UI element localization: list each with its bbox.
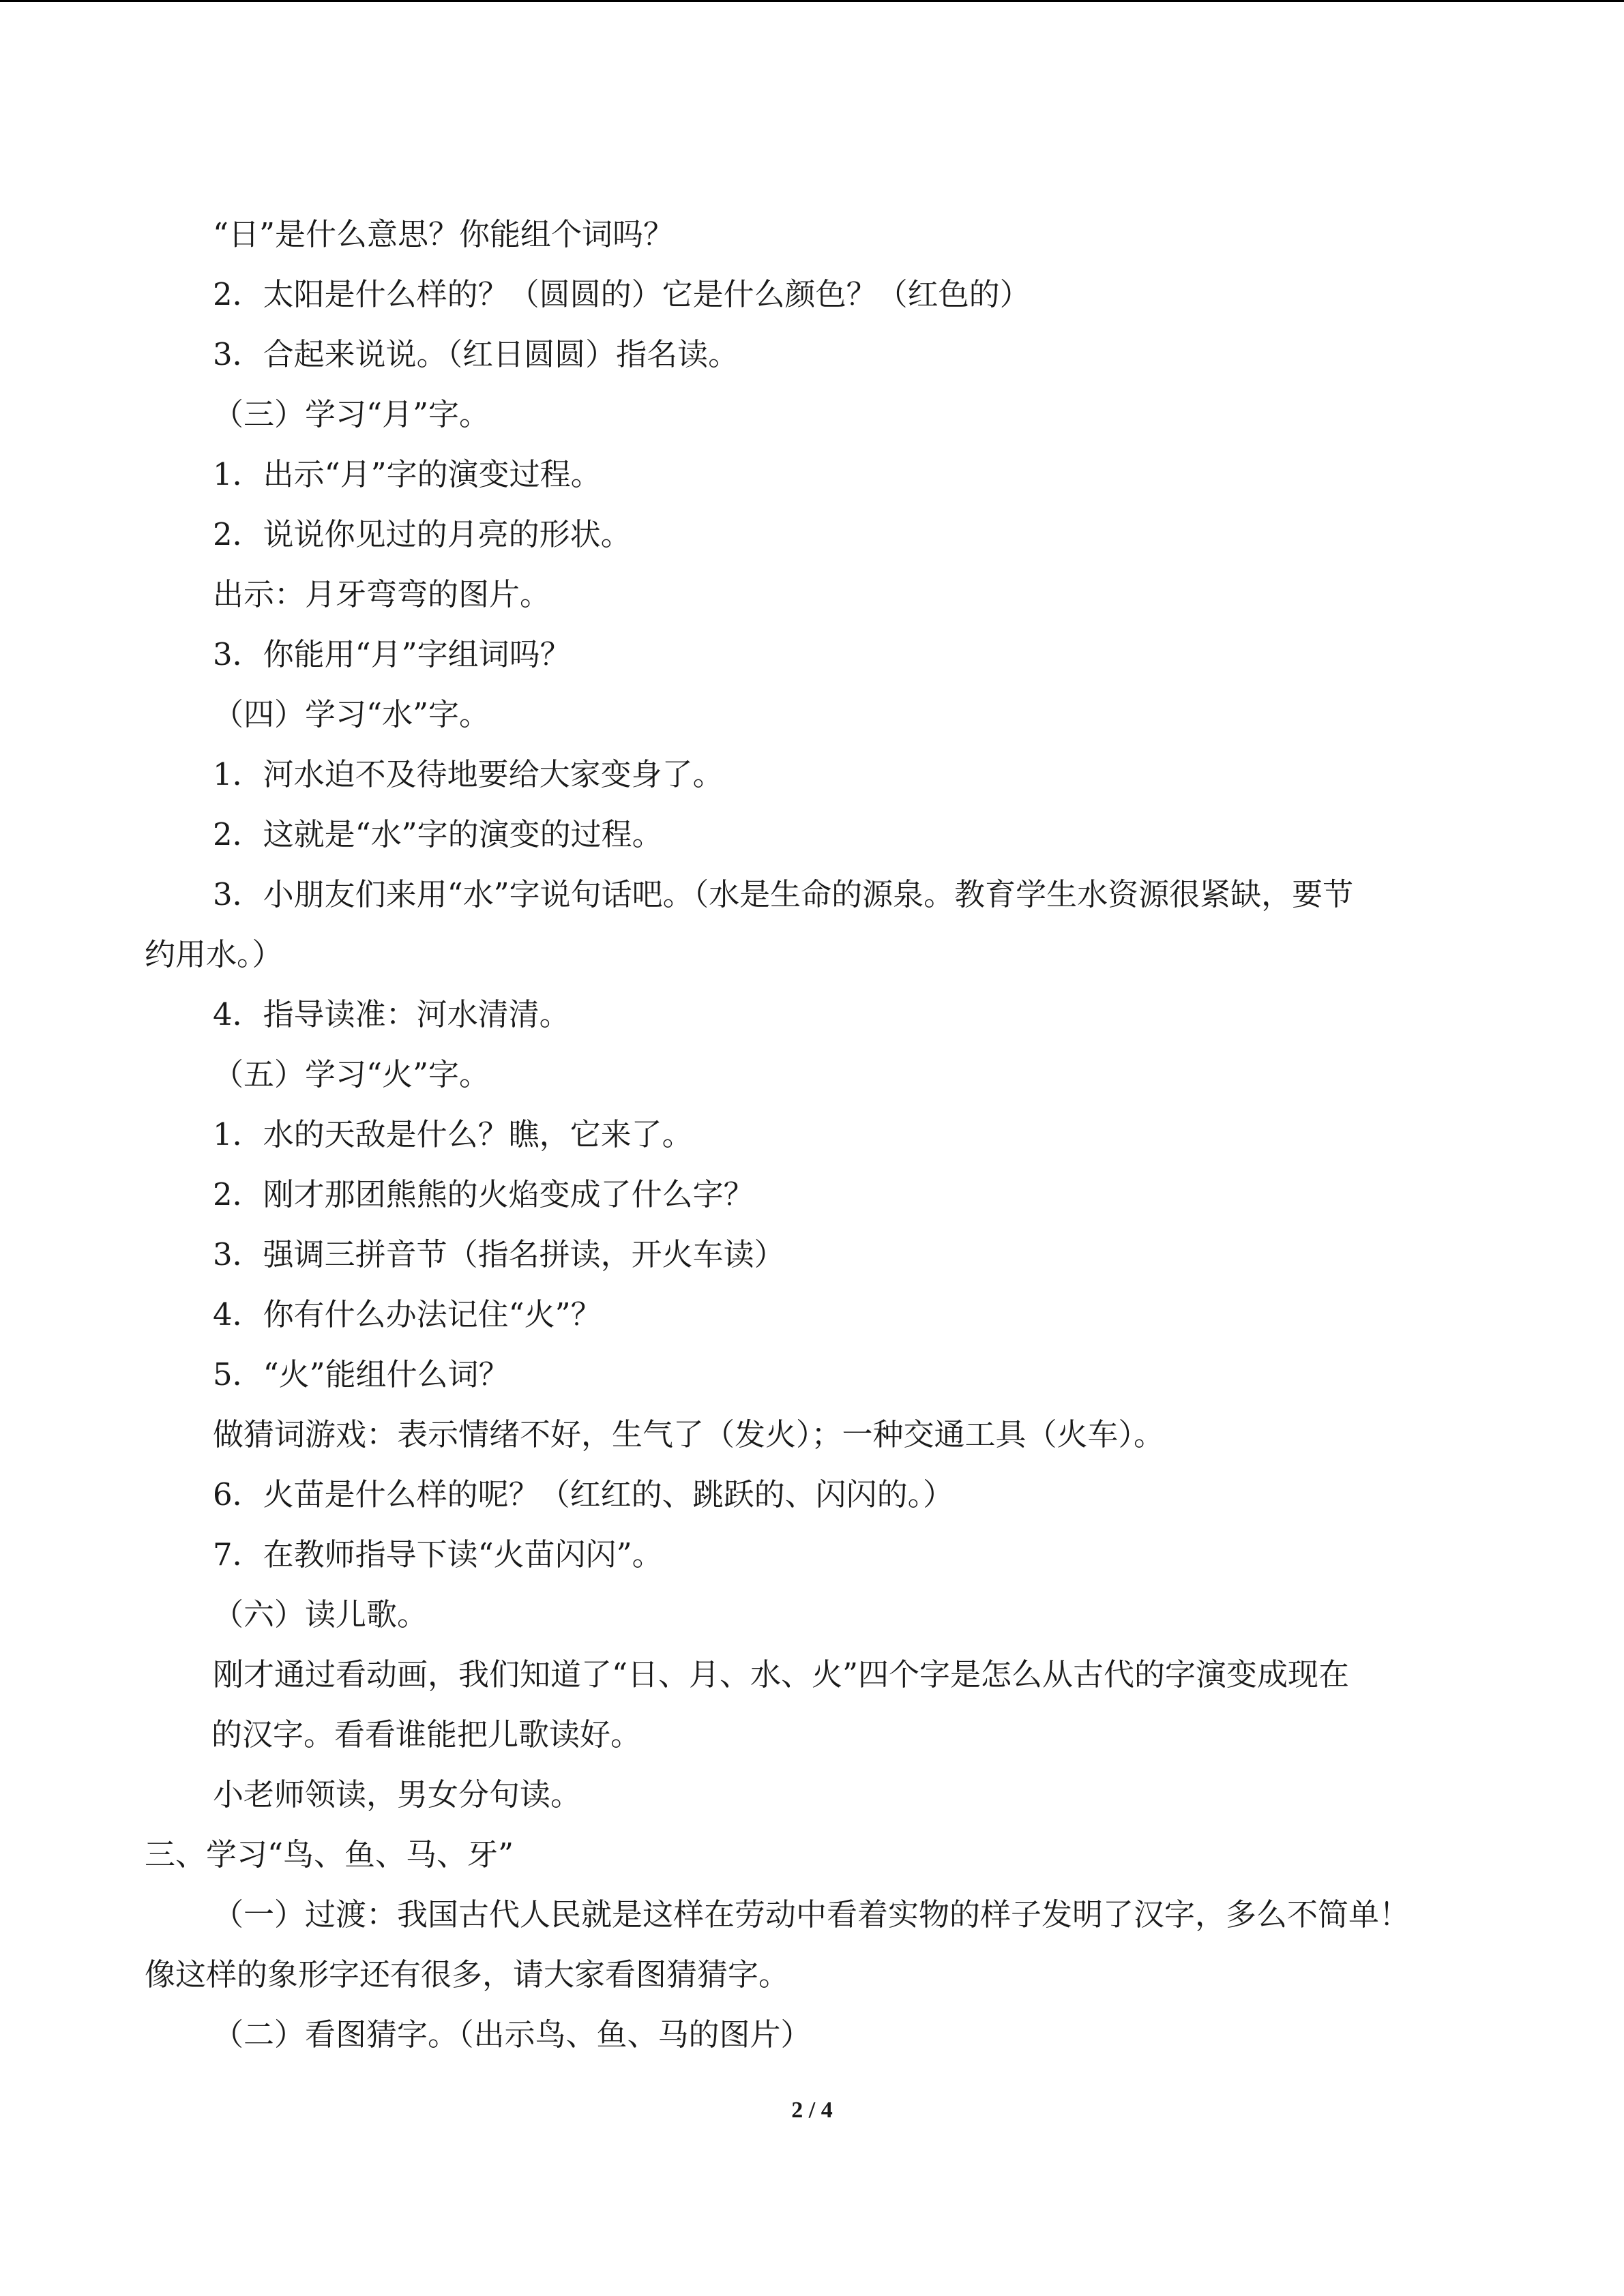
text-line: 5．“火”能组什么词？ (213, 1356, 510, 1392)
text-line: 1．河水迫不及待地要给大家变身了。 (213, 756, 724, 792)
page-top-border (0, 0, 1624, 2)
text-line: （四）学习“水”字。 (213, 696, 490, 732)
text-line: 约用水。） (145, 936, 283, 972)
text-line: 小老师领读，男女分句读。 (213, 1776, 582, 1813)
text-line: 3．你能用“月”字组词吗？ (213, 636, 571, 672)
text-line: 2．太阳是什么样的？（圆圆的）它是什么颜色？（红色的） (213, 276, 1031, 312)
text-line: （一）过渡：我国古代人民就是这样在劳动中看着实物的样子发明了汉字，多么不简单！ (213, 1896, 1411, 1933)
page-number: 2 / 4 (791, 2098, 833, 2123)
text-line: 1．出示“月”字的演变过程。 (213, 456, 602, 492)
text-line: （二）看图猜字。（出示鸟、鱼、马的图片） (213, 2016, 812, 2053)
text-line: “日”是什么意思？你能组个词吗？ (213, 216, 675, 252)
text-line: （五）学习“火”字。 (213, 1056, 490, 1092)
text-line: 做猜词游戏：表示情绪不好，生气了（发火）；一种交通工具（火车）。 (213, 1416, 1165, 1452)
text-line: 1．水的天敌是什么？瞧，它来了。 (213, 1116, 693, 1152)
text-line: 4．你有什么办法记住“火”？ (213, 1296, 602, 1332)
document-body (145, 205, 1475, 2065)
text-line: （三）学习“月”字。 (213, 396, 490, 432)
text-line: 刚才通过看动画，我们知道了“日、月、水、火”四个字是怎么从古代的字演变成现在 (213, 1656, 1350, 1693)
text-line: 3．强调三拼音节（指名拼读，开火车读） (213, 1236, 785, 1272)
text-line: 3．合起来说说。（红日圆圆）指名读。 (213, 336, 739, 372)
text-line: 像这样的象形字还有很多，请大家看图猜猜字。 (145, 1956, 790, 1993)
text-line: 6．火苗是什么样的呢？（红红的、跳跃的、闪闪的。） (213, 1476, 954, 1512)
text-line: 的汉字。看看谁能把儿歌读好。 (211, 1716, 642, 1753)
text-line: （六）读儿歌。 (213, 1596, 428, 1632)
text-line: 4．指导读准：河水清清。 (213, 996, 570, 1032)
text-line: 2．这就是“水”字的演变的过程。 (213, 816, 663, 852)
text-line: 7．在教师指导下读“火苗闪闪”。 (213, 1536, 663, 1572)
text-line: 出示：月牙弯弯的图片。 (213, 576, 551, 612)
text-line: 2．说说你见过的月亮的形状。 (213, 516, 632, 552)
text-line: 3．小朋友们来用“水”字说句话吧。（水是生命的源泉。教育学生水资源很紧缺，要节 (213, 876, 1354, 912)
text-line: 三、学习“鸟、鱼、马、牙” (145, 1836, 514, 1873)
text-line: 2．刚才那团熊熊的火焰变成了什么字？ (213, 1176, 754, 1212)
